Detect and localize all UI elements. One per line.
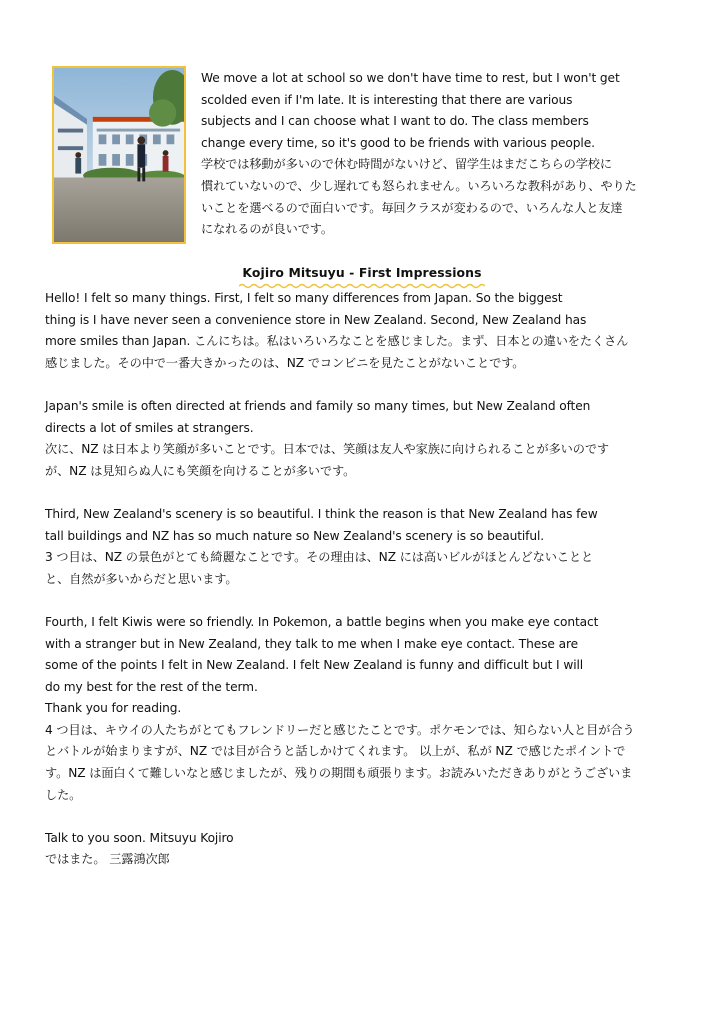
intro-en-line: subjects and I can choose what I want to do. The class members <box>201 114 589 129</box>
body-line: とバトルが始まりますが、NZ では目が合うと話しかけてくれます。 以上が、私が NZ で感じたポイントで <box>45 744 626 759</box>
body-line: tall buildings and NZ has so much nature so New Zealand's scenery is so beautiful. <box>45 528 545 543</box>
article-body <box>45 288 690 871</box>
intro-en-line: We move a lot at school so we don't have time to rest, but I won't get <box>201 71 620 85</box>
school-photo <box>52 66 186 244</box>
body-line: Fourth, I felt Kiwis were so friendly. In Pokemon, a battle begins when you make eye contact <box>45 614 599 629</box>
closing-line: ではまた。 三露鴻次郎 <box>45 852 170 867</box>
courtyard-photo-image <box>54 68 184 242</box>
body-line: 感じました。その中で一番大きかったのは、NZ でコンビニを見たことがないことです。 <box>45 355 525 370</box>
intro-en-line: change every time, so it's good to be friends with various people. <box>201 135 595 150</box>
body-line: directs a lot of smiles at strangers. <box>45 420 254 435</box>
body-line: した。 <box>45 787 82 802</box>
body-line: 4 つ目は、キウイの人たちがとてもフレンドリーだと感じたことです。ポケモンでは、知らない人と目が合う <box>45 722 635 737</box>
body-line: 3 つ目は、NZ の景色がとても綺麗なことです。その理由は、NZ には高いビルがほとんどないことと <box>45 550 594 565</box>
article-title <box>0 265 724 280</box>
paragraph-gap <box>45 806 690 828</box>
intro-en-line: scolded even if I'm late. It is interesting that there are various <box>201 92 573 107</box>
body-line: 次に、NZ は日本より笑顔が多いことです。日本では、笑顔は友人や家族に向けられることが多いのです <box>45 442 610 457</box>
body-line: Japan's smile is often directed at friends and family so many times, but New Zealand often <box>45 398 591 413</box>
intro-ja-line: になれるのが良いです。 <box>201 222 333 237</box>
body-line: do my best for the rest of the term. <box>45 679 258 694</box>
body-line: Hello! I felt so many things. First, I felt so many differences from Japan. So the biggest <box>45 291 563 305</box>
body-line: Third, New Zealand's scenery is so beautiful. I think the reason is that New Zealand has few <box>45 506 598 521</box>
body-line: と、自然が多いからだと思います。 <box>45 571 238 586</box>
paragraph-gap <box>45 482 690 504</box>
body-line: す。NZ は面白くて難しいなと感じましたが、残りの期間も頑張ります。お読みいただきありがとうございま <box>45 766 633 781</box>
intro-ja-line: 学校では移動が多いので休む時間がないけど、留学生はまだこちらの学校に <box>201 157 612 172</box>
intro-ja-line: 慣れていないので、少し遅れても怒られません。いろいろな教科があり、やりた <box>201 178 637 193</box>
body-line: more smiles than Japan. こんにちは。私はいろいろなことを感じました。まず、日本との違いをたくさん <box>45 334 629 349</box>
body-line: thing is I have never seen a convenience store in New Zealand. Second, New Zealand has <box>45 312 587 327</box>
paragraph-gap <box>45 374 690 396</box>
body-line: with a stranger but in New Zealand, they talk to me when I make eye contact. These are <box>45 636 578 651</box>
body-line: Thank you for reading. <box>45 701 182 716</box>
intro-ja-line: いことを選べるので面白いです。毎回クラスが変わるので、いろんな人と友達 <box>201 200 623 215</box>
closing-line: Talk to you soon. Mitsuyu Kojiro <box>45 830 234 845</box>
paragraph-gap <box>45 590 690 612</box>
body-line: some of the points I felt in New Zealand. I felt New Zealand is funny and difficult but I will <box>45 658 584 673</box>
intro-text <box>201 68 691 241</box>
article-title-text: Kojiro Mitsuyu - First Impressions <box>242 265 482 280</box>
body-line: が、NZ は見知らぬ人にも笑顔を向けることが多いです。 <box>45 463 356 478</box>
